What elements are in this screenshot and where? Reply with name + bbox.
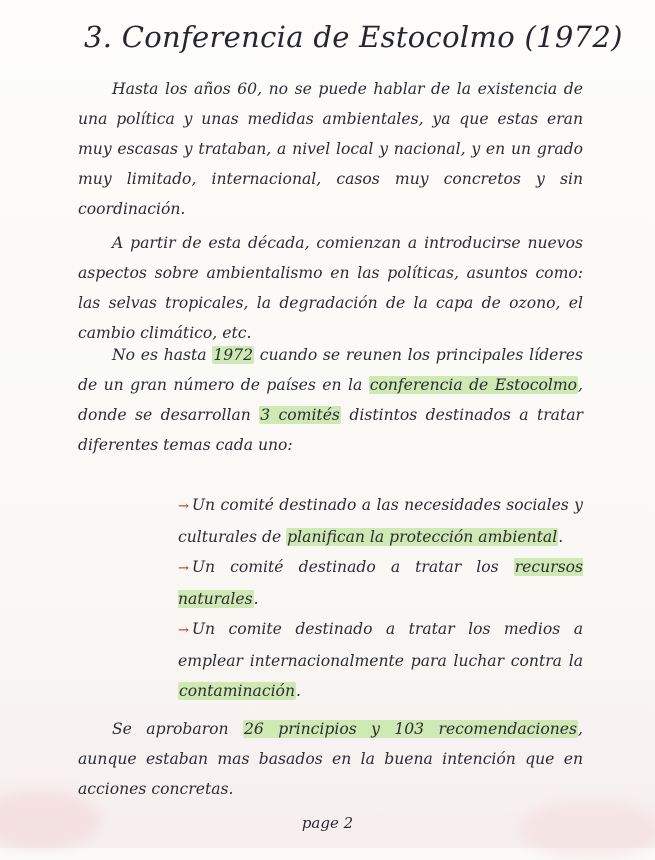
arrow-icon: → [178, 561, 189, 576]
text-run: No es hasta [112, 346, 213, 364]
page-title: 3. Conferencia de Estocolmo (1972) [84, 20, 623, 54]
list-item [178, 614, 583, 706]
paragraph-intro: Hasta los años 60, no se puede hablar de la existencia de una política y unas medidas ambientales, ya que estas eran muy escasas y trataban, a nivel local y nacional, y en un grado muy limitado, internacional, casos muy concretos y sin coordinación. [78, 80, 583, 218]
text-run: Un comite destinado a tratar los medios a emplear internacionalmente para luchar contra la [178, 620, 583, 670]
text-run: , aunque estaban mas basados en la buena intención que en acciones concretas. [78, 720, 583, 798]
list-item [178, 490, 583, 552]
arrow-icon: → [178, 499, 189, 514]
text-run: distintos destinados a tratar diferentes temas cada uno: [78, 406, 583, 454]
list-item [178, 552, 583, 614]
highlight-resources: recursos naturales [178, 558, 583, 608]
text-run: . [558, 528, 564, 546]
highlight-committees: 3 comités [260, 406, 340, 424]
highlight-year: 1972 [213, 346, 254, 364]
text-run: Se aprobaron [112, 720, 243, 738]
text-run: Un comité destinado a las necesidades sociales y culturales de [178, 496, 583, 546]
text-run: . [253, 590, 259, 608]
paragraph-outcome [78, 714, 583, 804]
highlight-pollution: contaminación [179, 682, 295, 700]
page-number: page 2 [301, 814, 354, 832]
highlight-protection: planifican la protección ambiental [287, 528, 558, 546]
highlight-principles: 26 principios y 103 recomendaciones [243, 720, 578, 738]
text-run: cuando se reunen los principales líderes de un gran número de países en la [78, 346, 583, 394]
committee-list [178, 490, 583, 706]
paragraph-decade: A partir de esta década, comienzan a introducirse nuevos aspectos sobre ambientalismo en las políticas, asuntos como: las selvas tropicales, la degradación de la capa de ozono, el cambio climático, etc. [78, 234, 583, 342]
paragraph-conference [78, 340, 583, 460]
text-run: , donde se desarrollan [78, 376, 584, 424]
highlight-conference: conferencia de Estocolmo [369, 376, 578, 394]
text-run: Un comité destinado a tratar los [191, 558, 514, 576]
text-run: . [296, 682, 301, 700]
arrow-icon: → [178, 623, 189, 638]
